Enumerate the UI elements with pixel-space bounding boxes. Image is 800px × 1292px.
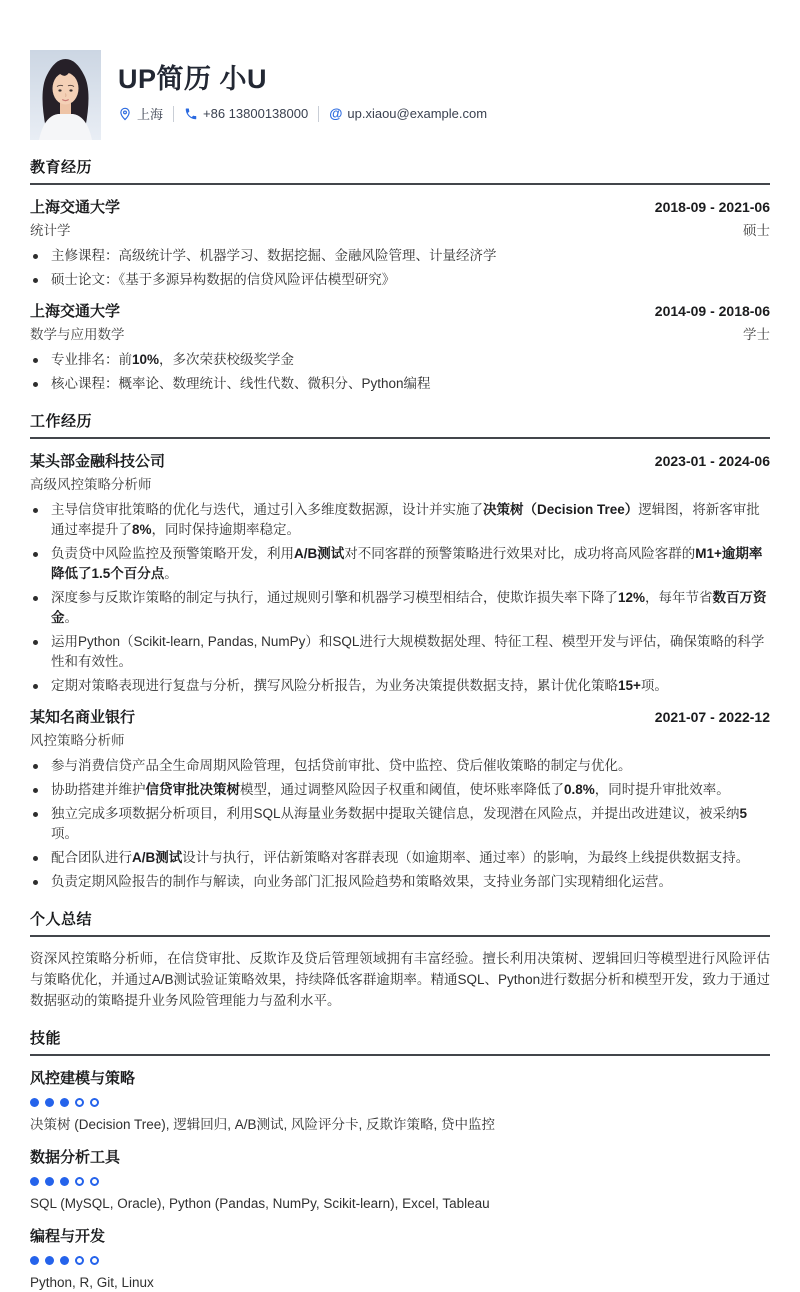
entry-sub-row xyxy=(30,473,770,493)
level-dot-hollow-icon xyxy=(75,1256,84,1265)
bullet-text: 定期对策略表现进行复盘与分析，撰写风险分析报告，为业务决策提供数据支持，累计优化策略15+项。 xyxy=(51,678,668,693)
bullet-item xyxy=(30,780,770,800)
bullet-list xyxy=(30,756,770,892)
location-text: 上海 xyxy=(137,107,164,123)
entry-head-row xyxy=(30,196,770,217)
level-dot-hollow-icon xyxy=(75,1098,84,1107)
bullet-text: 硕士论文：《基于多源异构数据的信贷风险评估模型研究》 xyxy=(51,272,396,287)
company-name: 某知名商业银行 xyxy=(30,709,136,726)
level-dot-filled-icon xyxy=(45,1098,54,1107)
bullet-item xyxy=(30,804,770,844)
skill-name: 风控建模与策略 xyxy=(30,1070,136,1087)
level-dot-hollow-icon xyxy=(75,1177,84,1186)
bullet-dot-icon xyxy=(30,374,51,394)
work-entries xyxy=(30,439,770,892)
bullet-item xyxy=(30,756,770,776)
section-skills xyxy=(30,1027,770,1292)
email-at-icon: @ xyxy=(329,105,343,121)
company-name: 某头部金融科技公司 xyxy=(30,453,166,470)
bullet-text: 主修课程：高级统计学、机器学习、数据挖掘、金融风险管理、计量经济学 xyxy=(51,248,497,263)
skill-name: 数据分析工具 xyxy=(30,1149,121,1166)
contact-phone xyxy=(184,106,308,121)
candidate-name: UP简历 小U xyxy=(118,64,268,94)
job-title: 高级风控策略分析师 xyxy=(30,477,152,492)
bullet-text: 负责定期风险报告的制作与解读，向业务部门汇报风险趋势和策略效果，支持业务部门实现精细化运营。 xyxy=(51,874,672,889)
level-dot-filled-icon xyxy=(45,1177,54,1186)
entry-sub-row xyxy=(30,219,770,239)
level-dot-hollow-icon xyxy=(90,1256,99,1265)
education-entry xyxy=(30,196,770,290)
section-work xyxy=(30,410,770,892)
bullet-list xyxy=(30,350,770,394)
bullet-text: 负责贷中风险监控及预警策略开发，利用A/B测试对不同客群的预警策略进行效果对比，成功将高风险客群的M1+逾期率降低了1.5个百分点。 xyxy=(51,546,763,581)
bullet-item xyxy=(30,350,770,370)
skill-detail: SQL (MySQL, Oracle), Python (Pandas, NumPy, Scikit-learn), Excel, Tableau xyxy=(30,1196,490,1211)
date-range: 2023-01 - 2024-06 xyxy=(654,453,770,469)
major: 数学与应用数学 xyxy=(30,327,125,342)
work-entry xyxy=(30,450,770,696)
bullet-item xyxy=(30,246,770,266)
level-dot-filled-icon xyxy=(30,1256,39,1265)
degree: 硕士 xyxy=(743,223,770,238)
bullet-dot-icon xyxy=(30,246,51,266)
bullet-item xyxy=(30,676,770,696)
level-dot-filled-icon xyxy=(30,1098,39,1107)
contact-location xyxy=(118,104,163,123)
skill-level-dots xyxy=(30,1097,770,1107)
bullet-item xyxy=(30,848,770,868)
bullet-text: 运用Python（Scikit-learn, Pandas, NumPy）和SQL进行大规模数据处理、特征工程、模型开发与评估，确保策略的科学性和有效性。 xyxy=(51,634,765,669)
bullet-text: 协助搭建并维护信贷审批决策树模型，通过调整风险因子权重和阈值，使坏账率降低了0.8%，同时提升审批效率。 xyxy=(51,782,730,797)
summary-text: 资深风控策略分析师，在信贷审批、反欺诈及贷后管理领域拥有丰富经验。擅长利用决策树、逻辑回归等模型进行风险评估与策略优化，并通过A/B测试验证策略效果，持续降低客群逾期率。精通SQL、Python进行数据分析和模型开发，致力于通过数据驱动的策略提升业务风险管理能力与盈利水平。 xyxy=(30,951,770,1008)
degree: 学士 xyxy=(743,327,770,342)
entry-head-row xyxy=(30,450,770,471)
level-dot-filled-icon xyxy=(45,1256,54,1265)
level-dot-hollow-icon xyxy=(90,1098,99,1107)
work-entry xyxy=(30,706,770,892)
phone-text: +86 13800138000 xyxy=(203,106,309,122)
bullet-dot-icon xyxy=(30,804,51,844)
job-title: 风控策略分析师 xyxy=(30,733,125,748)
skill-level-dots xyxy=(30,1176,770,1186)
skill-item xyxy=(30,1225,770,1292)
entry-sub-row xyxy=(30,323,770,343)
header-text-block xyxy=(118,50,487,123)
level-dot-filled-icon xyxy=(60,1098,69,1107)
entry-head-row xyxy=(30,706,770,727)
level-dot-filled-icon xyxy=(60,1256,69,1265)
bullet-item xyxy=(30,374,770,394)
bullet-dot-icon xyxy=(30,544,51,584)
bullet-item xyxy=(30,270,770,290)
date-range: 2014-09 - 2018-06 xyxy=(654,303,770,319)
bullet-list xyxy=(30,500,770,696)
school-name: 上海交通大学 xyxy=(30,199,121,216)
skill-item xyxy=(30,1067,770,1134)
bullet-item xyxy=(30,872,770,892)
bullet-dot-icon xyxy=(30,848,51,868)
section-education xyxy=(30,156,770,394)
education-entry xyxy=(30,300,770,394)
contact-separator xyxy=(173,106,174,122)
skill-detail: Python, R, Git, Linux xyxy=(30,1275,154,1290)
bullet-dot-icon xyxy=(30,350,51,370)
bullet-text: 核心课程：概率论、数理统计、线性代数、微积分、Python编程 xyxy=(51,376,431,391)
skill-name: 编程与开发 xyxy=(30,1228,106,1245)
bullet-dot-icon xyxy=(30,588,51,628)
level-dot-filled-icon xyxy=(30,1177,39,1186)
phone-icon xyxy=(184,107,198,121)
bullet-item xyxy=(30,544,770,584)
education-entries xyxy=(30,185,770,394)
bullet-text: 专业排名：前10%，多次荣获校级奖学金 xyxy=(51,352,295,367)
bullet-dot-icon xyxy=(30,632,51,672)
bullet-text: 独立完成多项数据分析项目，利用SQL从海量业务数据中提取关键信息，发现潜在风险点，并提出改进建议，被采纳5项。 xyxy=(51,806,748,841)
entry-head-row xyxy=(30,300,770,321)
email-text: up.xiaou@example.com xyxy=(347,106,488,122)
skill-detail: 决策树 (Decision Tree), 逻辑回归, A/B测试, 风险评分卡, 反欺诈策略, 贷中监控 xyxy=(30,1117,496,1132)
location-pin-icon xyxy=(118,107,132,121)
bullet-text: 主导信贷审批策略的优化与迭代，通过引入多维度数据源，设计并实施了决策树（Decision Tree）逻辑图，将新客审批通过率提升了8%，同时保持逾期率稳定。 xyxy=(51,502,760,537)
avatar xyxy=(30,50,101,140)
skill-item xyxy=(30,1146,770,1213)
bullet-text: 深度参与反欺诈策略的制定与执行，通过规则引擎和机器学习模型相结合，使欺诈损失率下降了12%，每年节省数百万资金。 xyxy=(51,590,767,625)
bullet-dot-icon xyxy=(30,270,51,290)
skill-items xyxy=(30,1056,770,1292)
contact-separator xyxy=(318,106,319,122)
contact-row xyxy=(118,104,487,123)
section-title-work: 工作经历 xyxy=(30,410,770,439)
level-dot-hollow-icon xyxy=(90,1177,99,1186)
entry-sub-row xyxy=(30,729,770,749)
bullet-item xyxy=(30,632,770,672)
bullet-text: 配合团队进行A/B测试设计与执行，评估新策略对客群表现（如逾期率、通过率）的影响，为最终上线提供数据支持。 xyxy=(51,850,750,865)
bullet-dot-icon xyxy=(30,500,51,540)
date-range: 2018-09 - 2021-06 xyxy=(654,199,770,215)
resume-header xyxy=(30,0,770,140)
date-range: 2021-07 - 2022-12 xyxy=(654,709,770,725)
bullet-dot-icon xyxy=(30,872,51,892)
bullet-item xyxy=(30,500,770,540)
section-title-skills: 技能 xyxy=(30,1027,770,1056)
section-title-education: 教育经历 xyxy=(30,156,770,185)
bullet-dot-icon xyxy=(30,780,51,800)
section-title-summary: 个人总结 xyxy=(30,908,770,937)
section-summary xyxy=(30,908,770,1011)
contact-email xyxy=(329,106,487,121)
bullet-text: 参与消费信贷产品全生命周期风险管理，包括贷前审批、贷中监控、贷后催收策略的制定与优化。 xyxy=(51,758,632,773)
skill-level-dots xyxy=(30,1255,770,1265)
bullet-list xyxy=(30,246,770,290)
bullet-item xyxy=(30,588,770,628)
school-name: 上海交通大学 xyxy=(30,303,121,320)
major: 统计学 xyxy=(30,223,71,238)
bullet-dot-icon xyxy=(30,676,51,696)
bullet-dot-icon xyxy=(30,756,51,776)
level-dot-filled-icon xyxy=(60,1177,69,1186)
